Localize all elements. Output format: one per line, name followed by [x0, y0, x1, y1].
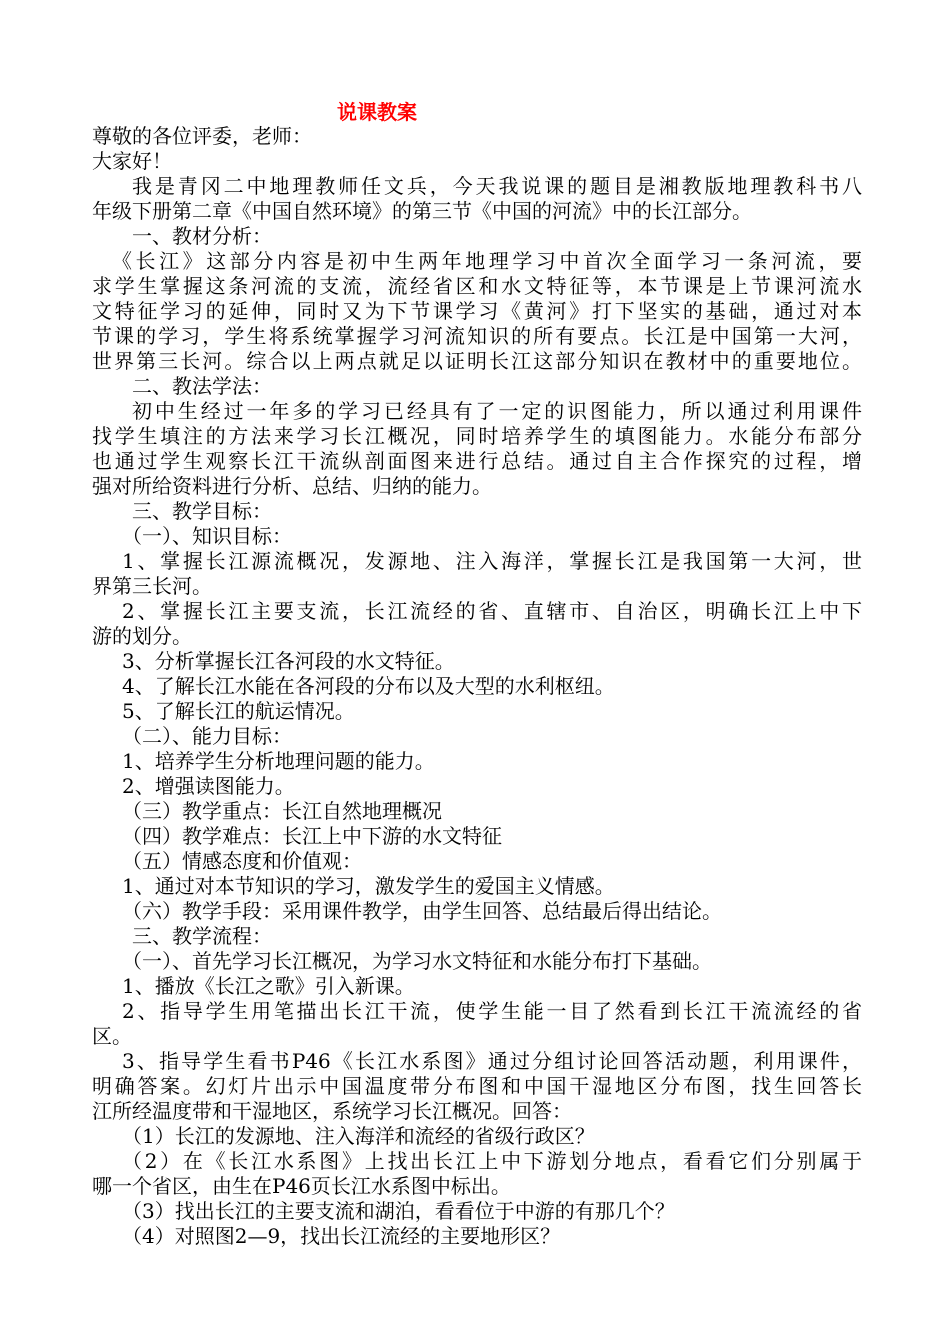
- text-line: 三、教学流程：: [132, 924, 272, 948]
- text-line: 游的划分。: [92, 624, 192, 648]
- text-line: 1、掌握长江源流概况，发源地、注入海洋，掌握长江是我国第一大河，世: [122, 549, 862, 573]
- text-line: 3、指导学生看书P46《长江水系图》通过分组讨论回答活动题，利用课件，: [122, 1049, 862, 1073]
- text-line: 大家好！: [92, 149, 172, 173]
- text-line: （六）教学手段：采用课件教学，由学生回答、总结最后得出结论。: [122, 899, 722, 923]
- text-line: 世界第三长河。综合以上两点就足以证明长江这部分知识在教材中的重要地位。: [92, 349, 862, 373]
- text-line: 《长江》这部分内容是初中生两年地理学习中首次全面学习一条河流，要: [112, 249, 862, 273]
- text-line: 区。: [92, 1024, 132, 1048]
- text-line: （1）长江的发源地、注入海洋和流经的省级行政区？: [122, 1124, 595, 1148]
- text-line: 5、了解长江的航运情况。: [122, 699, 355, 723]
- text-line: 江所经温度带和干湿地区，系统学习长江概况。回答：: [92, 1099, 572, 1123]
- text-line: 二、教法学法：: [132, 374, 272, 398]
- text-line: 初中生经过一年多的学习已经具有了一定的识图能力，所以通过利用课件: [132, 399, 862, 423]
- text-line: （五）情感态度和价值观：: [122, 849, 362, 873]
- text-line: （一）、知识目标：: [122, 524, 292, 548]
- text-line: 一、教材分析：: [132, 224, 272, 248]
- text-line: 2、掌握长江主要支流，长江流经的省、直辖市、自治区，明确长江上中下: [122, 599, 862, 623]
- text-line: 哪一个省区，由生在P46页长江水系图中标出。: [92, 1174, 511, 1198]
- text-line: 尊敬的各位评委，老师：: [92, 124, 312, 148]
- text-line: 年级下册第二章《中国自然环境》的第三节《中国的河流》中的长江部分。: [92, 199, 752, 223]
- text-line: 1、播放《长江之歌》引入新课。: [122, 974, 415, 998]
- text-line: （2）在《长江水系图》上找出长江上中下游划分地点，看看它们分别属于: [122, 1149, 862, 1173]
- text-line: 求学生掌握这条河流的支流，流经省区和水文特征等，本节课是上节课河流水: [92, 274, 862, 298]
- text-line: 我是青冈二中地理教师任文兵，今天我说课的题目是湘教版地理教科书八: [132, 174, 862, 198]
- text-line: 节课的学习，学生将系统掌握学习河流知识的所有要点。长江是中国第一大河，: [92, 324, 862, 348]
- text-line: 3、分析掌握长江各河段的水文特征。: [122, 649, 455, 673]
- text-line: 1、通过对本节知识的学习，激发学生的爱国主义情感。: [122, 874, 615, 898]
- document-body: [92, 124, 862, 1249]
- text-line: （4）对照图2—9，找出长江流经的主要地形区？: [122, 1224, 561, 1248]
- text-line: 明确答案。幻灯片出示中国温度带分布图和中国干湿地区分布图，找生回答长: [92, 1074, 862, 1098]
- text-line: （二）、能力目标：: [122, 724, 292, 748]
- text-line: 找学生填注的方法来学习长江概况，同时培养学生的填图能力。水能分布部分: [92, 424, 862, 448]
- text-line: 三、教学目标：: [132, 499, 272, 523]
- text-line: 文特征学习的延伸，同时又为下节课学习《黄河》打下坚实的基础，通过对本: [92, 299, 862, 323]
- text-line: 2、指导学生用笔描出长江干流，使学生能一目了然看到长江干流流经的省: [122, 999, 862, 1023]
- text-line: 界第三长河。: [92, 574, 212, 598]
- text-line: 2、增强读图能力。: [122, 774, 295, 798]
- text-line: 1、培养学生分析地理问题的能力。: [122, 749, 435, 773]
- document-title: 说课教案: [337, 100, 417, 124]
- text-line: （三）教学重点：长江自然地理概况: [122, 799, 442, 823]
- text-line: （3）找出长江的主要支流和湖泊，看看位于中游的有那几个？: [122, 1199, 675, 1223]
- text-line: （四）教学难点：长江上中下游的水文特征: [122, 824, 502, 848]
- text-line: （一）、首先学习长江概况，为学习水文特征和水能分布打下基础。: [122, 949, 712, 973]
- text-line: 4、了解长江水能在各河段的分布以及大型的水利枢纽。: [122, 674, 615, 698]
- text-line: 强对所给资料进行分析、总结、归纳的能力。: [92, 474, 492, 498]
- text-line: 也通过学生观察长江干流纵剖面图来进行总结。通过自主合作探究的过程，增: [92, 449, 862, 473]
